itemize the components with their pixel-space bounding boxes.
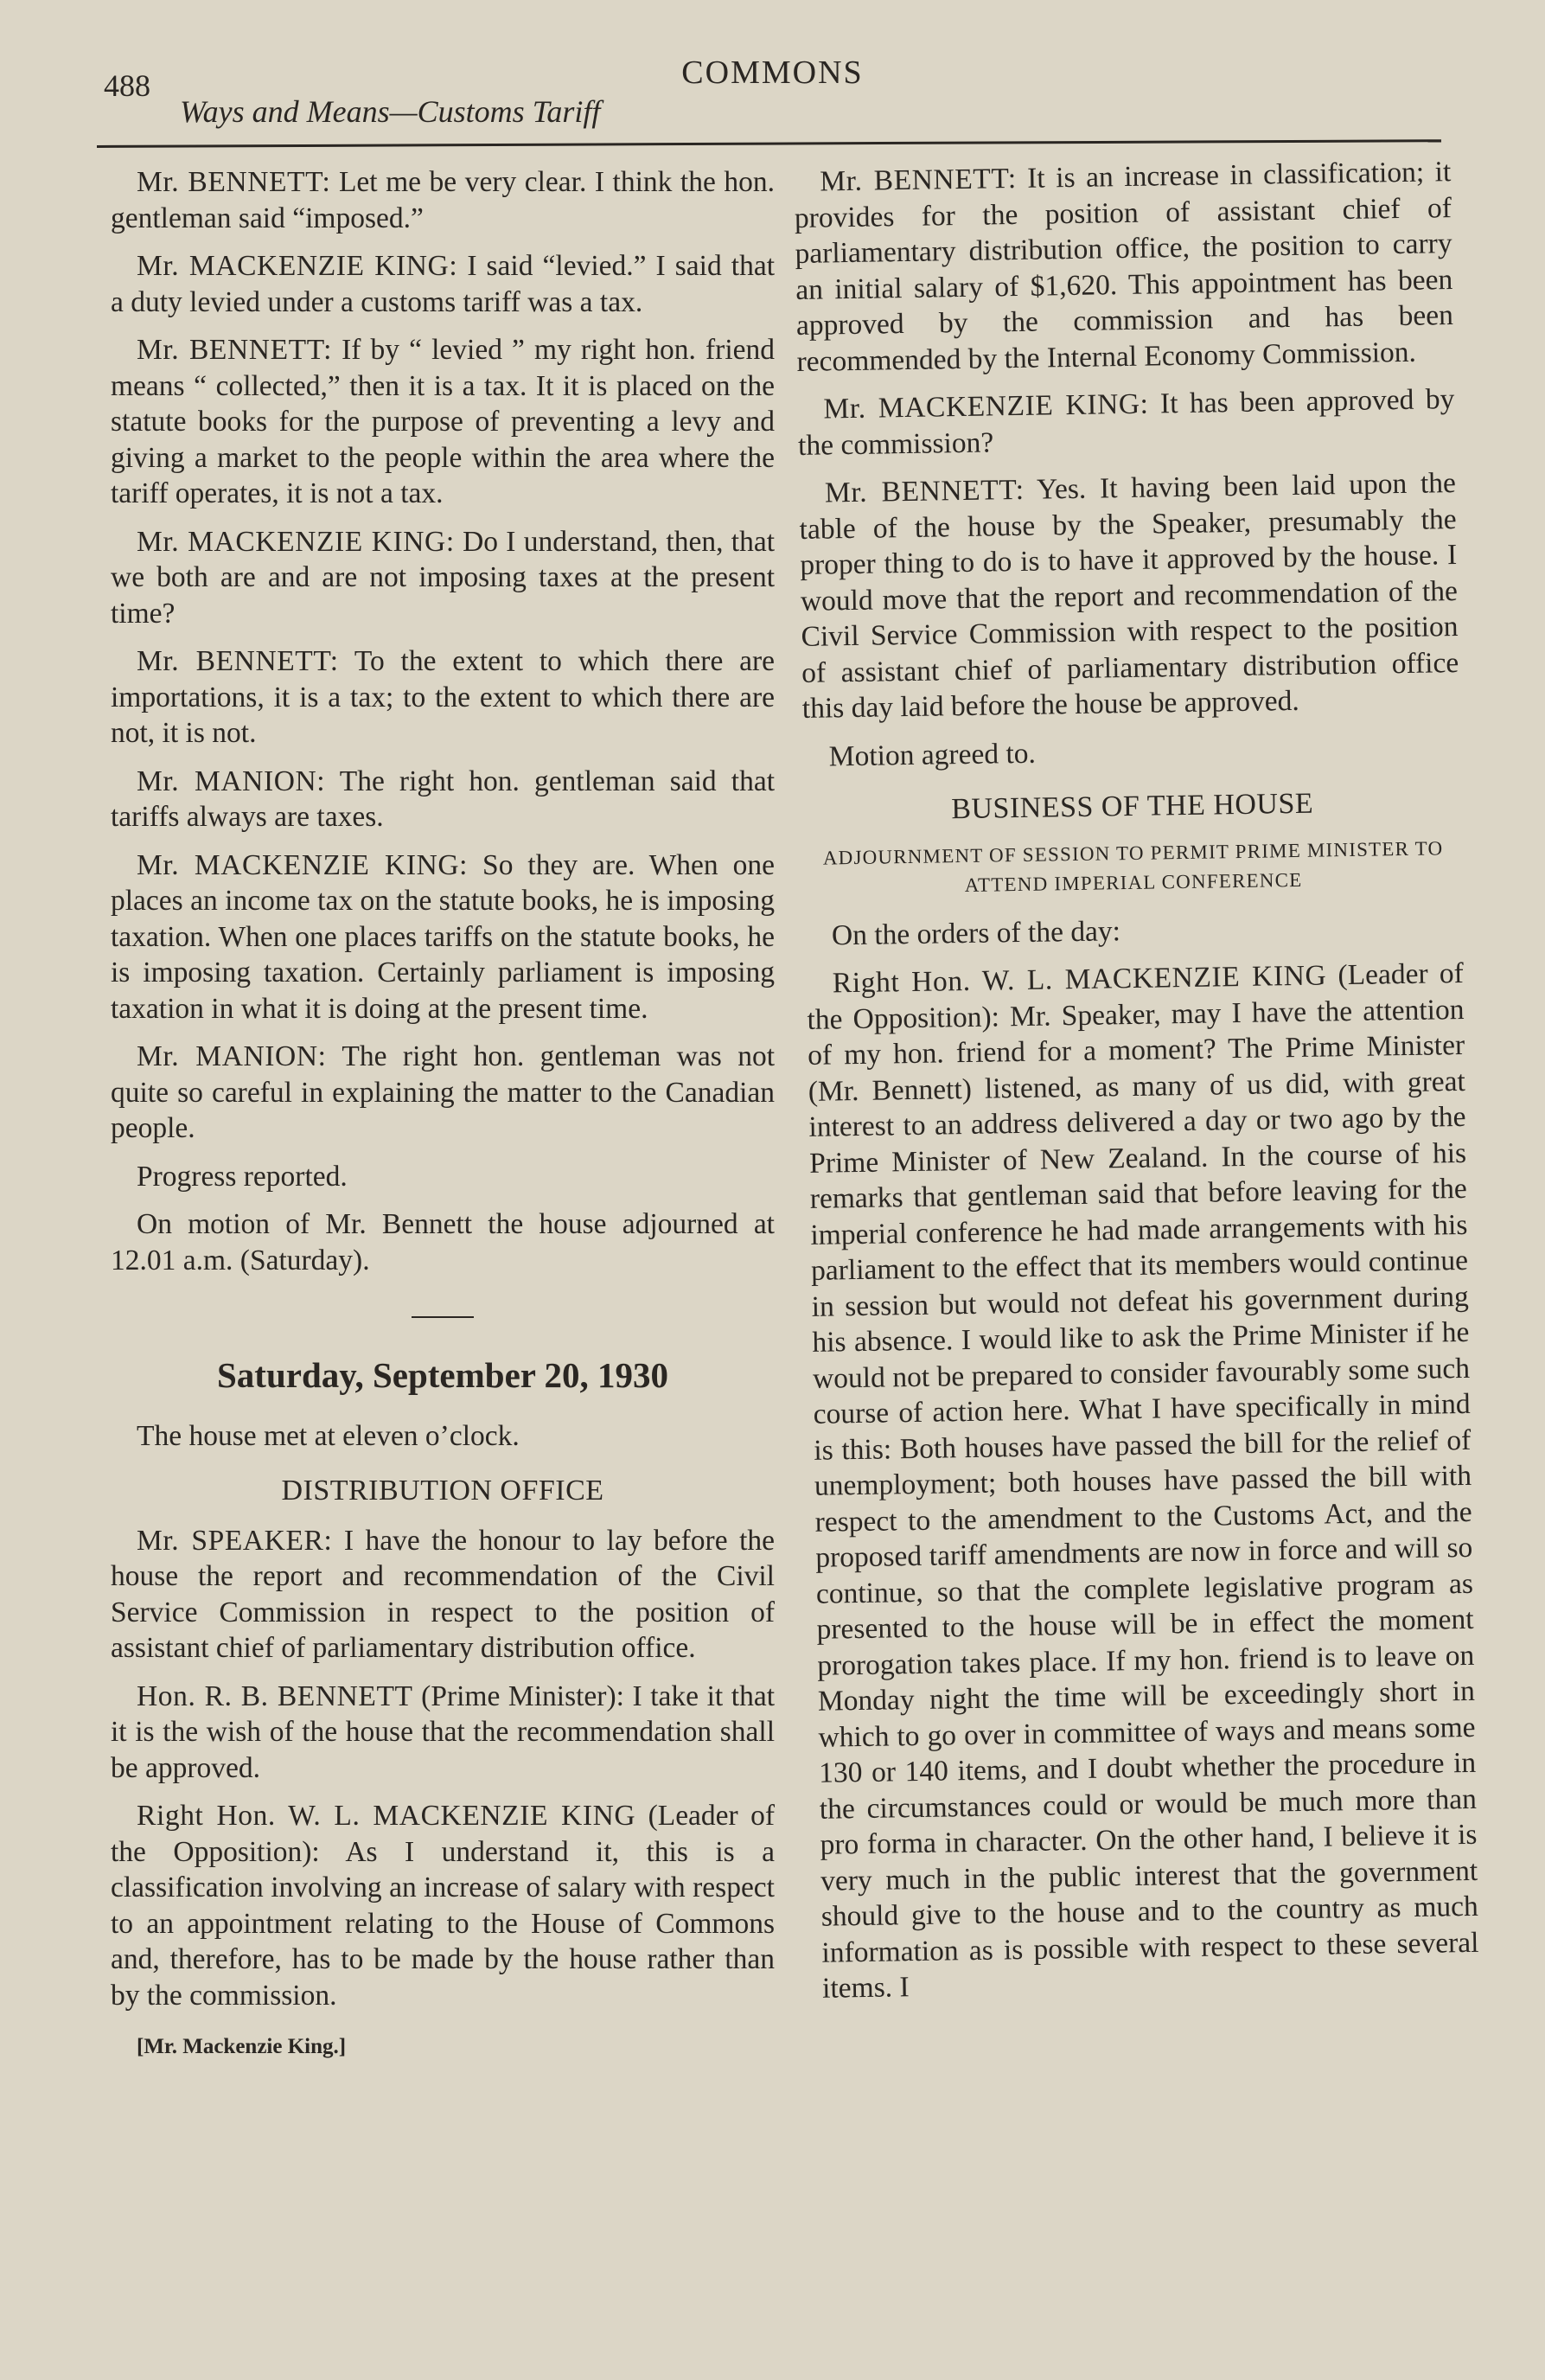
speaker: Right Hon. W. L. MACKENZIE KING <box>832 959 1327 1000</box>
speaker: Mr. BENNETT: <box>137 166 331 198</box>
speech-text: It has been approved by the commission? <box>797 383 1455 462</box>
paragraph: The house met at eleven o’clock. <box>137 1419 520 1452</box>
paragraph <box>111 1523 775 1667</box>
speech-text: If by “ levied ” my right hon. friend means “ collected,” then it is a tax. It it is placed on the statute books for the purpose of preventing a levy and giving a market to the people within the area where the tariff operates, it is not a tax. <box>111 334 776 509</box>
section-heading: DISTRIBUTION OFFICE <box>281 1475 604 1507</box>
paragraph <box>111 164 775 236</box>
speech-text: (Prime Minister): I take it that it is the wish of the house that the recommendation shall be approved. <box>111 1679 775 1784</box>
paragraph <box>111 764 775 835</box>
left-column <box>111 164 775 2065</box>
speaker: Mr. BENNETT: <box>137 645 339 677</box>
running-head: COMMONS <box>681 54 864 91</box>
speaker: Mr. BENNETT: <box>824 473 1025 509</box>
speech-text: The right hon. gentleman said that tariffs always are taxes. <box>111 765 775 833</box>
speech-text: I said “levied.” I said that a duty levied under a customs tariff was a tax. <box>111 250 775 318</box>
date-heading: Saturday, September 20, 1930 <box>216 1355 668 1395</box>
speaker: Mr. SPEAKER: <box>137 1524 333 1557</box>
speaker: Mr. BENNETT: <box>137 334 332 366</box>
speaker: Mr. MACKENZIE KING: <box>823 387 1149 425</box>
speech-text: Let me be very clear. I think the hon. gentleman said “imposed.” <box>111 166 775 234</box>
speech-text: (Leader of the Opposition): Mr. Speaker, may I have the attention of my hon. friend for a moment? The Prime Minister (Mr. Bennett) listened, as many of us did, with great interest to an address delivered a day or two ago by the Prime Minister of New Zealand. In the course of his remarks that gentleman said that before leaving for the imperial conference he had made arrangements with his parliament to the effect that its members would continue in session but would not defeat his government during his absence. I would like to ask the Prime Minister if he would not be prepared to consider favourably some such course of action here. What I have specifically in mind is this: Both houses have passed the bill for the relief of unemployment; both houses have passed the bill with respect to the amendment to the Customs Act, and the proposed tariff amendments are now in force and will so continue, so that the complete legislative program as presented to the house will be in effect the moment prorogation takes place. If my hon. friend is to leave on Monday night the time will be exceedingly short in which to go over in committee of ways and means some 130 or 140 items, and I doubt whether the procedure in the circumstances could or would be much more than pro forma in character. On the other hand, I believe it is very much in the public interest that the government should give to the house and to the country as much information as is possible with respect to these several items. I <box>807 956 1479 2005</box>
paragraph <box>111 1039 775 1147</box>
paragraph: On motion of Mr. Bennett the house adjourned at 12.01 a.m. (Saturday). <box>111 1208 775 1276</box>
speech-text: To the extent to which there are importations, it is a tax; to the extent to which there are not, it is not. <box>111 645 776 749</box>
speaker: Right Hon. W. L. MACKENZIE KING <box>137 1800 636 1832</box>
speaker: Hon. R. B. BENNETT <box>137 1679 413 1712</box>
header-rule <box>97 139 1441 148</box>
speech-text: (Leader of the Opposition): As I understand it, this is a classification involving an increase of salary with respect to an appointment relating to the House of Commons and, therefore, has to be made by the house rather than by the commission. <box>111 1800 775 2012</box>
speech-text: I have the honour to lay before the house the report and recommendation of the Civil Service Commission in respect to the position of assistant chief of parliamentary distribution office. <box>111 1524 775 1664</box>
speech-text: It is an increase in classification; it provides for the position of assistant chief of parliamentary distribution office, the position to carry an initial salary of $1,620. This appointment has been approved by the commission and has been recommended by the Internal Economy Commission. <box>794 156 1454 378</box>
speaker: Mr. MACKENZIE KING: <box>137 250 458 282</box>
speaker: Mr. MACKENZIE KING: <box>137 525 455 558</box>
speech-text: So they are. When one places an income tax on the statute books, he is imposing taxation. When one places tariffs on the statute books, he is imposing taxation. Certainly parliament is imposing taxation in what it is doing at the present time. <box>111 848 775 1025</box>
sub-heading: ADJOURNMENT OF SESSION TO PERMIT PRIME MINISTER TO ATTEND IMPERIAL CONFERENCE <box>822 836 1444 896</box>
paragraph <box>111 524 775 632</box>
paragraph <box>111 248 775 320</box>
footer-note: [Mr. Mackenzie King.] <box>137 2035 347 2058</box>
speech-text: Yes. It having been laid upon the table of the house by the Speaker, presumably the proper thing to do is to have it approved by the house. I would move that the report and recommendation of the Civil Service Commission with respect to the position of assistant chief of parliamentary distribution office this day laid before the house be approved. <box>799 467 1459 725</box>
separator-dash <box>412 1316 474 1318</box>
page-number: 488 <box>104 68 150 103</box>
paragraph <box>111 1679 775 1787</box>
speaker: Mr. BENNETT: <box>820 162 1018 198</box>
paragraph <box>111 1798 775 2013</box>
speaker: Mr. MACKENZIE KING: <box>137 848 469 881</box>
section-head: Ways and Means—Customs Tariff <box>180 94 601 129</box>
paragraph: Motion agreed to. <box>828 737 1037 772</box>
paragraph: Progress reported. <box>137 1160 348 1193</box>
speaker: Mr. MANION: <box>137 1040 327 1072</box>
speech-text: The right hon. gentleman was not quite so careful in explaining the matter to the Canadian people. <box>111 1040 776 1144</box>
paragraph <box>797 381 1455 464</box>
right-column <box>794 154 1480 2019</box>
paragraph <box>111 643 775 752</box>
speaker: Mr. MANION: <box>137 765 326 797</box>
speech-text: Do I understand, then, that we both are and are not imposing taxes at the present time? <box>111 525 775 630</box>
paragraph <box>794 154 1454 380</box>
paragraph <box>111 848 775 1027</box>
paragraph <box>807 956 1480 2006</box>
paragraph: On the orders of the day: <box>831 914 1121 951</box>
paragraph <box>111 332 775 512</box>
section-heading: BUSINESS OF THE HOUSE <box>950 787 1314 826</box>
paragraph <box>799 465 1459 726</box>
